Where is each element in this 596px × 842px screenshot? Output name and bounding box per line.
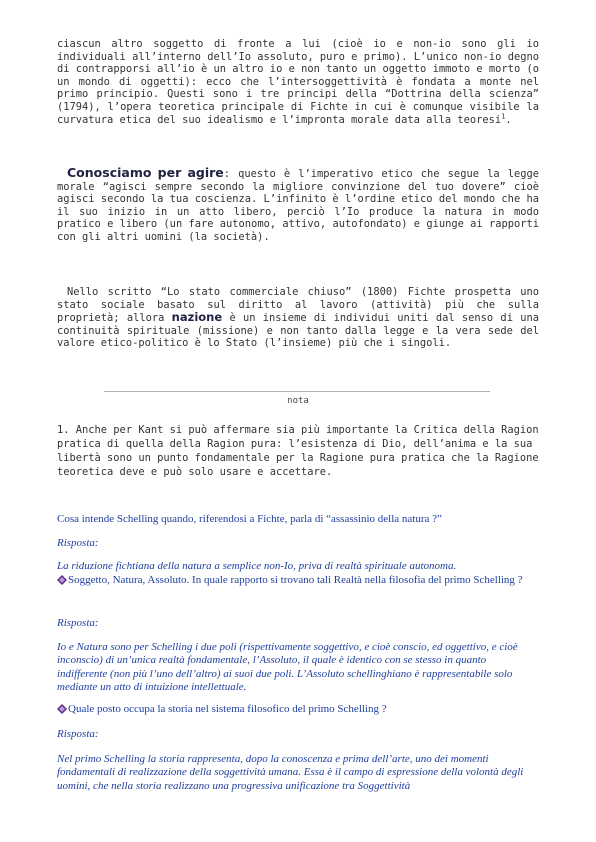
diamond-bullet-icon — [57, 704, 67, 714]
question-3 — [57, 703, 539, 716]
paragraph-ethics — [57, 167, 539, 244]
diamond-bullet-icon — [57, 575, 67, 585]
answer-2: Io e Natura sono per Schelling i due poli (rispettivamente soggettivo, e cioè conscio, ed oggettivo, e cioè inconscio) di un’unica realtà fondamentale, l’Assoluto, il quale è identico con se stesso in quanto indifferente (non più l’uno dell’altro) ai suoi due poli. L’Assoluto schellinghiano è rappresentabile solo mediante un atto di intuizione intellettuale. — [57, 641, 518, 694]
footnote-ref[interactable]: 1 — [501, 112, 506, 121]
answer-label-3: Risposta: — [57, 728, 99, 740]
footnote-divider — [104, 391, 490, 392]
paragraph-state — [57, 286, 539, 350]
answer-label-1: Risposta: — [57, 537, 99, 549]
footnote-text: 1. Anche per Kant si può affermare sia più importante la Critica della Ragion pratica di quella della Ragion pura: l’esistenza di Dio, dell’anima e la sua libertà sono un punto fondamentale per la Ragione pura pratica che la Ragione teoretica deve e può solo usare e accettare. — [57, 424, 539, 478]
answer-3: Nel primo Schelling la storia rappresenta, dopo la conoscenza e prima dell’arte, uno dei momenti fondamentali di realizzazione della soggettività umana. Essa è il campo di espressione della volontà degli uomini, che nella storia realizzano una progressiva unificazione tra Soggettività — [57, 753, 524, 792]
answer-label-2: Risposta: — [57, 617, 99, 629]
paragraph-principles: ciascun altro soggetto di fronte a lui (cioè io e non-io sono gli io individuali all’interno dell’Io assoluto, puro e primo). L’unico non-io degno di contrapporsi all’io è un altro io e non tanto un oggetto immoto e morto (o un mondo di oggetti): ecco che l’intersoggettività è fondata a monte nel primo principio. Questi sono i tre principi della “Dottrina della scienza” (1794), l’opera teoretica principale di Fichte in cui è comunque visibile la curvatura etica del suo idealismo e l’impronta morale data alla teoresi$^1$. — [57, 38, 539, 126]
question-3-text: Quale posto occupa la storia nel sistema filosofico del primo Schelling ? — [68, 703, 387, 715]
question-1: Cosa intende Schelling quando, riferendosi a Fichte, parla di “assassinio della natura ?” — [57, 513, 442, 525]
paragraph-ethics-lead: Conosciamo per agire — [67, 165, 224, 180]
paragraph-state-keyword: nazione — [171, 310, 223, 325]
footnote-label: nota — [287, 396, 309, 406]
paragraph-principles-text: ciascun altro soggetto di fronte a lui (cioè io e non-io sono gli io individuali all’interno dell’Io assoluto, puro e primo). L’unico non-io degno di contrapporsi all’io è un altro io e non tanto un oggetto immoto e morto (o un mondo di oggetti): ecco che l’intersoggettività è fondata a monte nel primo principio. Questi sono i tre principi della “Dottrina della scienza” (1794), l’opera teoretica principale di Fichte in cui è comunque visibile la curvatura etica del suo idealismo e l’impronta morale data alla teoresi — [57, 38, 539, 126]
paragraph-state-text-b: è un insieme di individui uniti dal senso di una continuità spirituale (missione) e non tanto dalla legge e la vera sede del valore etico-politico è lo Stato (l’insieme) più che i singoli. — [57, 312, 539, 350]
paragraph-ethics-text: : questo è l’imperativo etico che segue la legge morale “agisci sempre secondo la migliore convinzione del tuo dovere” cioè agisci secondo la tua coscienza. L’infinito è l’ordine etico del mondo che ha il suo inizio in un atto libero, perciò l’Io produce la natura in modo pratico e libero (un fare autonomo, attivo, autofondato) e giunge ai rapporti con gli altri uomini (la società). — [57, 168, 539, 243]
question-2 — [57, 574, 539, 587]
paragraph-state-text-a: Nello scritto “Lo stato commerciale chiuso” (1800) Fichte prospetta uno stato sociale basato sul diritto al lavoro (attività) più che sulla proprietà; allora — [57, 286, 539, 325]
question-2-text: Soggetto, Natura, Assoluto. In quale rapporto si trovano tali Realtà nella filosofia del primo Schelling ? — [68, 574, 523, 586]
answer-1: La riduzione fichtiana della natura a semplice non-Io, priva di realtà spirituale autonoma. — [57, 560, 457, 572]
